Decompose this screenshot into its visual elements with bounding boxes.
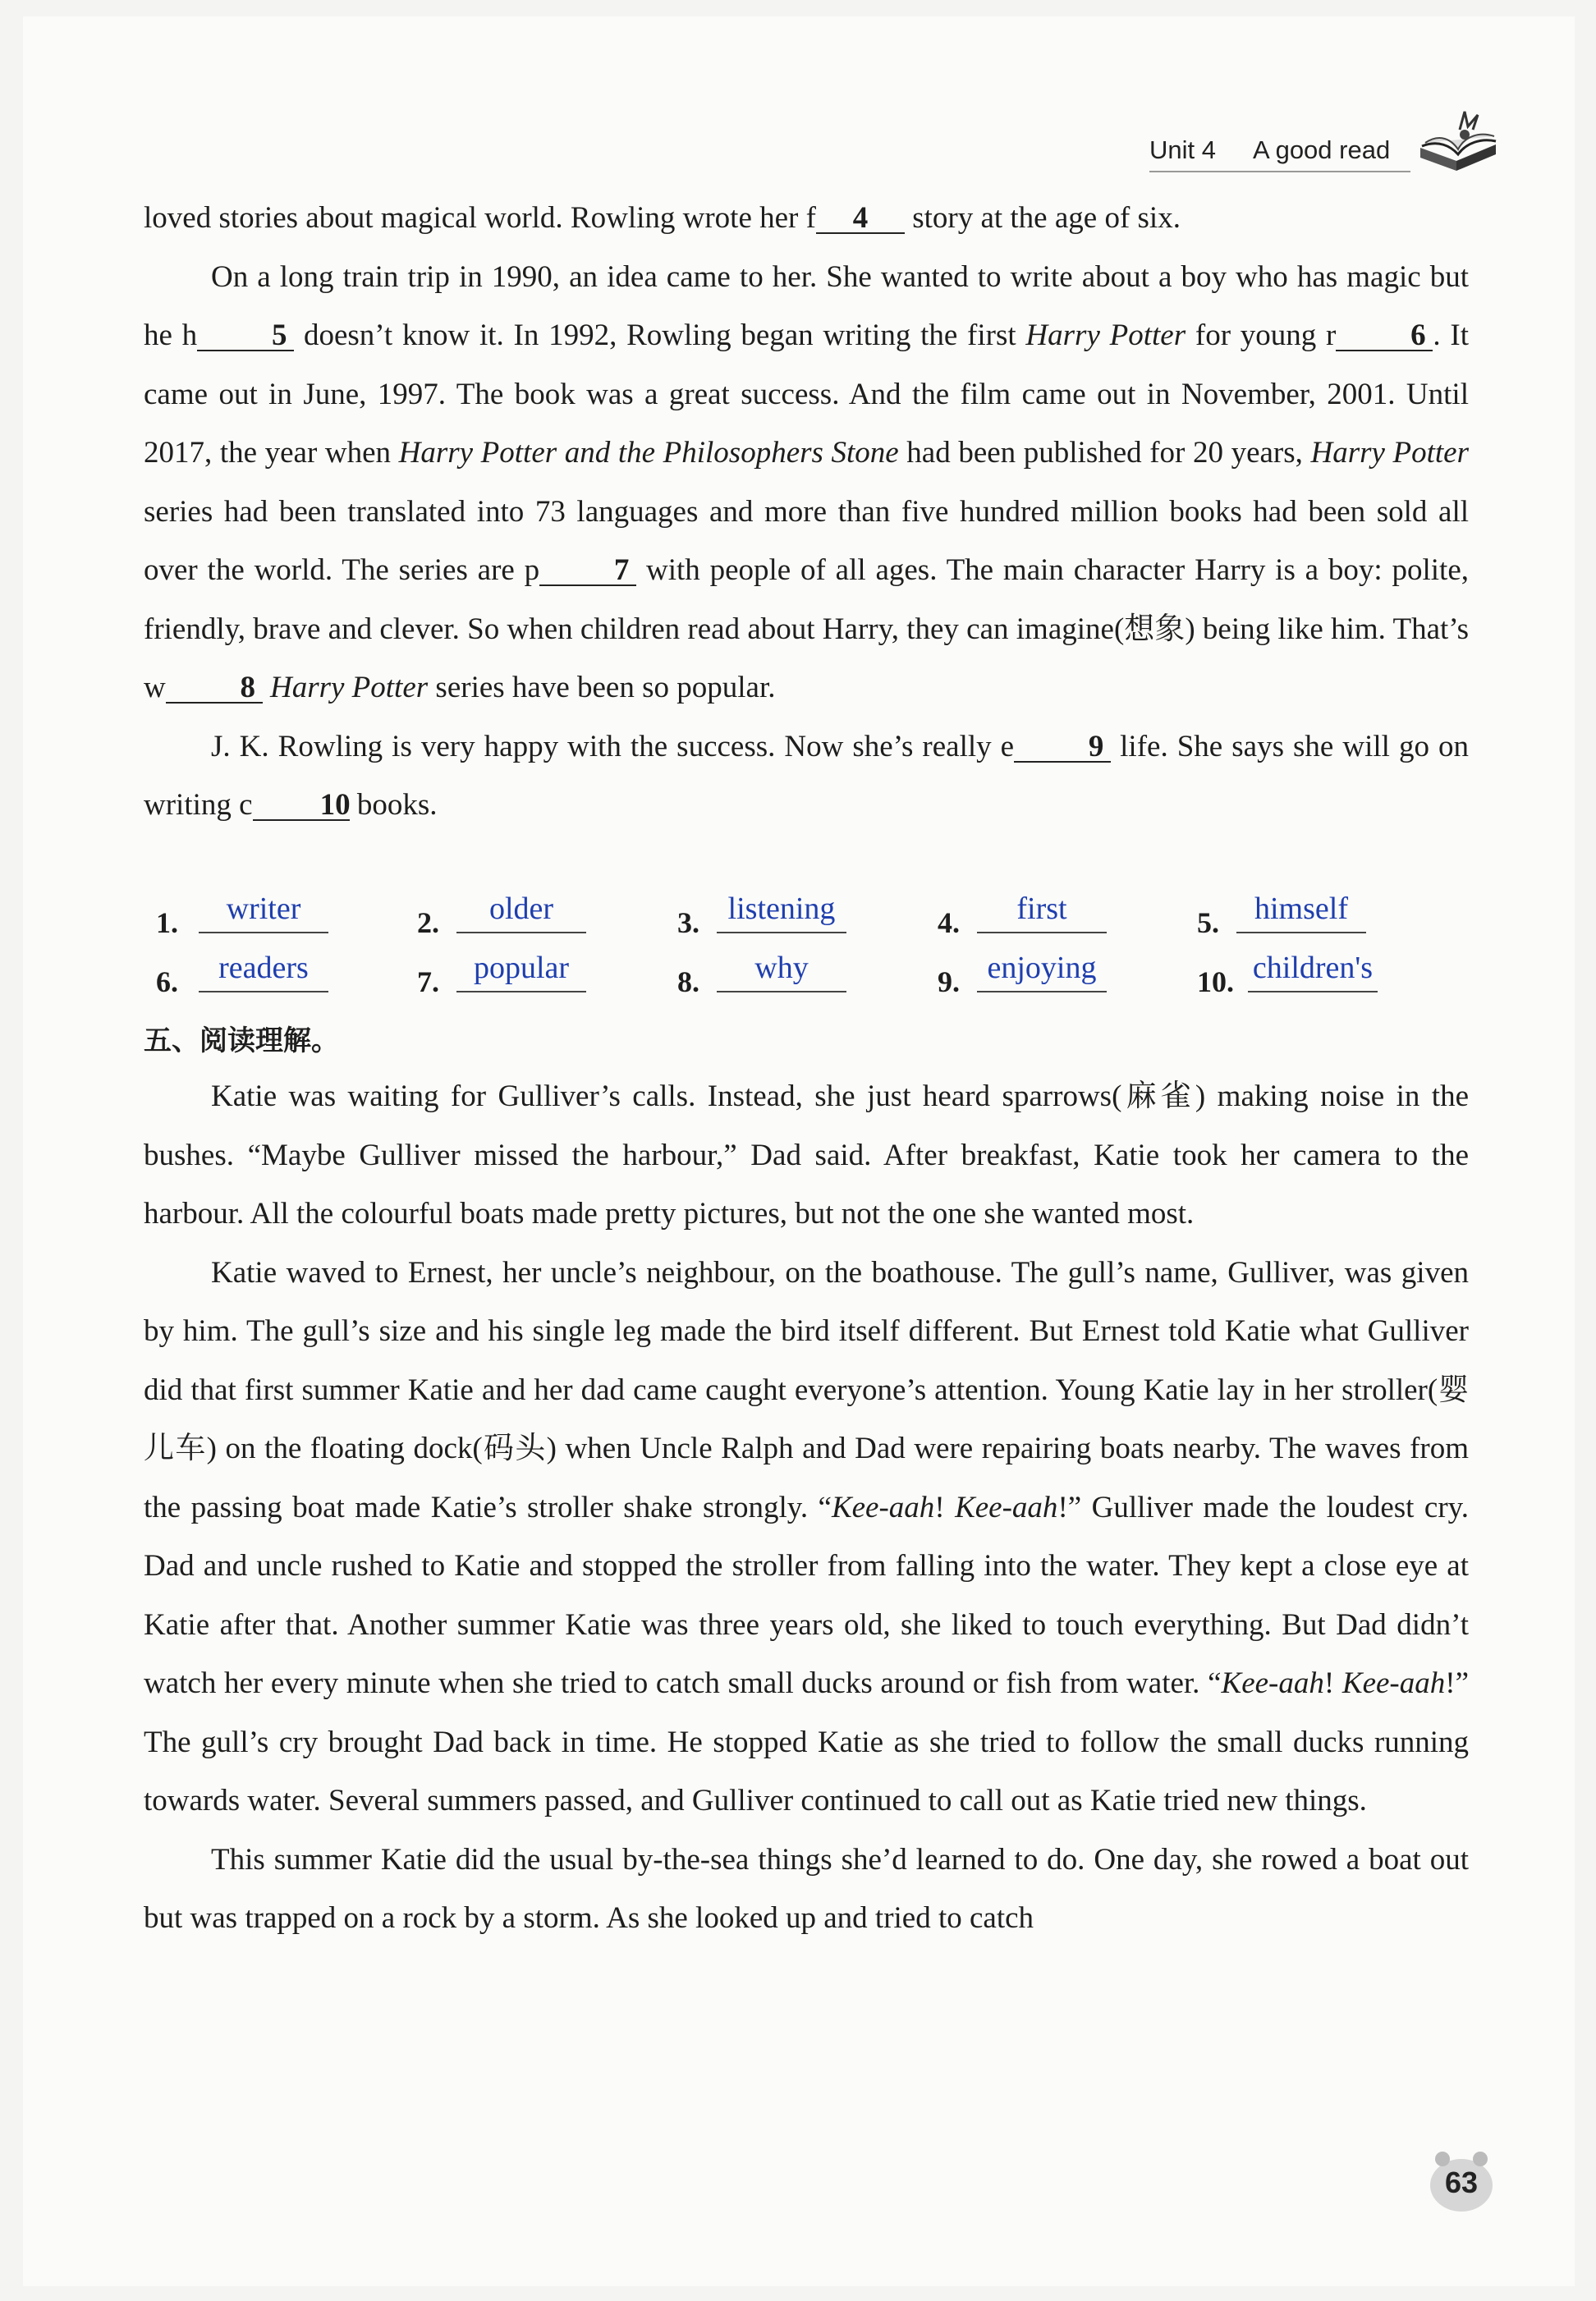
blank-4: 4 <box>816 204 905 234</box>
book-title: Harry Potter <box>1310 436 1469 470</box>
answer-number: 4. <box>938 906 960 939</box>
gull-cry: Kee-aah <box>1341 1666 1446 1700</box>
passage-text: story at the age of six. <box>904 201 1181 235</box>
answer-value: enjoying <box>977 950 1107 992</box>
blank-6: 6 <box>1336 322 1433 351</box>
reading-text: !” The gull’s cry brought Dad back in time. He stopped Katie as she tried to follow the small ducks running towards water. Several summers passed, and Gulliver continued to call out as Katie tried new things. <box>144 1666 1469 1817</box>
answer-number: 2. <box>417 906 439 939</box>
answer-number: 10. <box>1197 965 1234 998</box>
blank-8: 8 <box>166 674 263 704</box>
unit-topic: A good read <box>1253 135 1391 164</box>
gull-cry: Kee-aah <box>1221 1666 1324 1700</box>
passage-text: series had been translated into 73 languages and more than five hundred million books had been sold all over the world. The series are p <box>144 494 1469 587</box>
answer-row-2 <box>156 950 1437 1009</box>
answer-number: 8. <box>677 965 699 998</box>
passage-section-1 <box>144 189 1469 835</box>
answer-value: readers <box>199 950 328 992</box>
answer-value: listening <box>717 891 846 933</box>
answer-number: 6. <box>156 965 178 998</box>
reading-paragraph-2 <box>144 1244 1469 1831</box>
passage-text: J. K. Rowling is very happy with the success. Now she’s really e <box>211 729 1015 763</box>
answer-number: 7. <box>417 965 439 998</box>
reading-text: Katie waved to Ernest, her uncle’s neighbour, on the boathouse. The gull’s name, Gulliver, was given by him. The gull’s size and his single leg made the bird itself different. But Ernest told Katie what Gulliver did that first summer Katie and her dad came caught everyone’s attention. Young Katie lay in her stroller(婴儿车) on the floating dock(码头) when Uncle Ralph and Dad were repairing boats nearby. The waves from the passing boat made Katie’s stroller shake strongly. “ <box>144 1255 1469 1524</box>
reading-text: ! <box>1323 1666 1342 1700</box>
header-rule <box>1149 171 1410 172</box>
page-number: 63 <box>1444 2166 1479 2199</box>
answer-row-1 <box>156 891 1437 950</box>
passage-text: books. <box>349 788 438 822</box>
passage-text: for young r <box>1186 319 1337 352</box>
passage-text: series have been so popular. <box>428 671 776 704</box>
answer-value: older <box>456 891 586 933</box>
passage-text: doesn’t know it. In 1992, Rowling began writing the first <box>294 319 1026 352</box>
answer-number: 1. <box>156 906 178 939</box>
reading-text: !” Gulliver made the loudest cry. Dad and uncle rushed to Katie and stopped the stroller from falling into the water. They kept a close eye at Katie after that. Another summer Katie was three years old, she liked to touch everything. But Dad didn’t watch her every minute when she tried to catch small ducks around or fish from water. “ <box>144 1490 1469 1700</box>
blank-10: 10 <box>253 791 350 821</box>
answer-number: 5. <box>1197 906 1219 939</box>
blank-7: 7 <box>539 557 636 586</box>
gull-cry: Kee-aah <box>831 1490 935 1524</box>
answer-value: popular <box>456 950 586 992</box>
passage-text: On a long train trip in 1990, an idea came to her. She wanted to write about a boy who has magic but he h <box>144 259 1469 352</box>
passage-text <box>263 671 270 704</box>
passage-text: with people of all ages. The main character Harry is a boy: polite, friendly, brave and clever. So when children read about Harry, they can imagine(想象) being like him. That’s w <box>144 553 1469 704</box>
answer-value: writer <box>199 891 328 933</box>
page-number-badge <box>1424 2149 1498 2215</box>
passage-text: . It came out in June, 1997. The book was a great success. And the film came out in November, 2001. Until 2017, the year when <box>144 319 1469 470</box>
book-title: Harry Potter <box>1025 319 1186 352</box>
reading-text: ! <box>934 1490 956 1524</box>
passage-paragraph-1 <box>144 189 1469 248</box>
answer-number: 9. <box>938 965 960 998</box>
reading-passage <box>144 1067 1469 1948</box>
open-book-icon <box>1414 97 1504 179</box>
reading-paragraph-1: Katie was waiting for Gulliver’s calls. Instead, she just heard sparrows(麻雀) making noise in the bushes. “Maybe Gulliver missed the harbour,” Dad said. After breakfast, Katie took her camera to the harbour. All the colourful boats made pretty pictures, but not the one she wanted most. <box>144 1079 1469 1231</box>
answer-number: 3. <box>677 906 699 939</box>
answer-value: children's <box>1248 950 1378 992</box>
book-title: Harry Potter and the Philosophers Stone <box>398 436 899 470</box>
passage-paragraph-3 <box>144 717 1469 835</box>
gull-cry: Kee-aah <box>955 1490 1058 1524</box>
answer-value: first <box>977 891 1107 933</box>
reading-paragraph-3: This summer Katie did the usual by-the-sea things she’d learned to do. One day, she rowed a boat out but was trapped on a rock by a storm. As she looked up and tried to catch <box>144 1842 1469 1935</box>
section-title: 五、阅读理解。 <box>144 1024 339 1057</box>
blank-5: 5 <box>197 322 294 351</box>
passage-paragraph-2 <box>144 248 1469 717</box>
answer-value: why <box>717 950 846 992</box>
passage-text: had been published for 20 years, <box>898 436 1311 470</box>
answer-value: himself <box>1236 891 1366 933</box>
answer-grid <box>156 891 1437 1009</box>
book-title: Harry Potter <box>269 671 429 704</box>
passage-text: life. She says she will go on writing c <box>144 729 1469 822</box>
passage-text: loved stories about magical world. Rowling wrote her f <box>144 201 816 235</box>
unit-label: Unit 4 <box>1149 135 1216 164</box>
blank-9: 9 <box>1014 733 1111 763</box>
